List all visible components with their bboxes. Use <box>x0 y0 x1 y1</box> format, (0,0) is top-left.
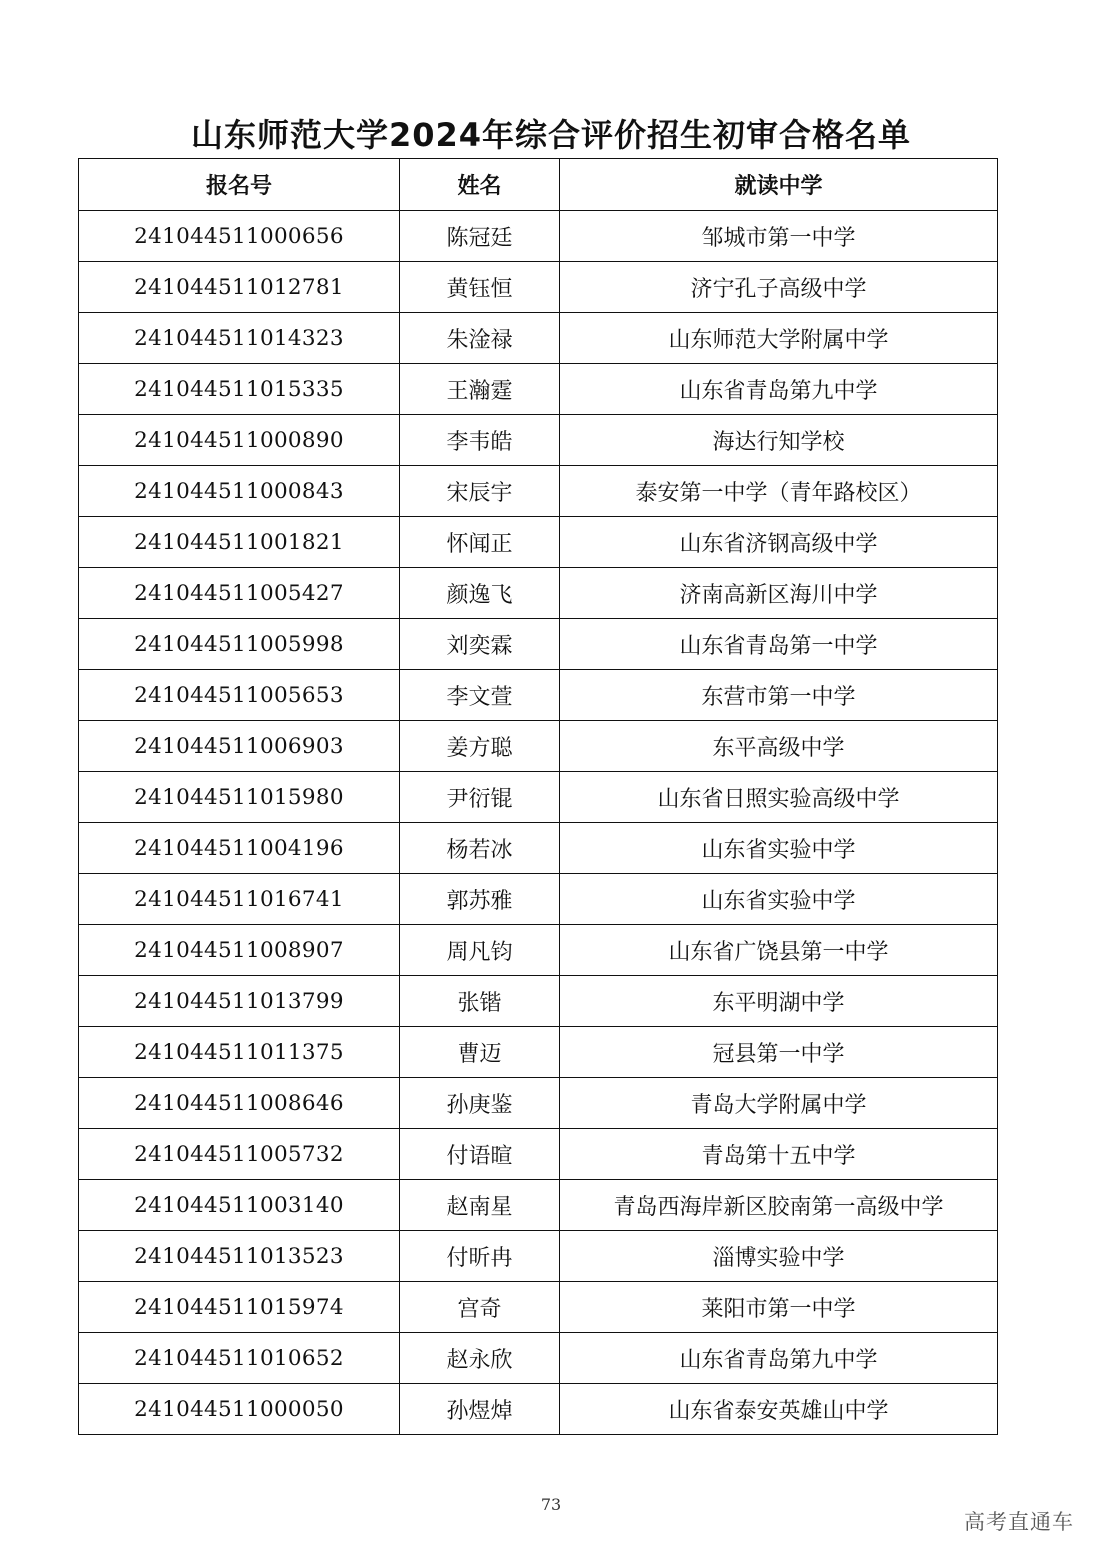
school-cell: 济南高新区海川中学 <box>560 568 998 619</box>
name-cell: 朱淦禄 <box>400 313 560 364</box>
table-body <box>79 211 998 1435</box>
registration-number-cell: 241044511015980 <box>79 772 400 823</box>
registration-number-cell: 241044511016741 <box>79 874 400 925</box>
school-cell: 山东省实验中学 <box>560 823 998 874</box>
table-row <box>79 1180 998 1231</box>
name-cell: 周凡钧 <box>400 925 560 976</box>
table-row <box>79 1384 998 1435</box>
registration-number-cell: 241044511013523 <box>79 1231 400 1282</box>
header-name: 姓名 <box>400 159 560 211</box>
school-cell: 山东省青岛第九中学 <box>560 1333 998 1384</box>
table-row <box>79 568 998 619</box>
name-cell: 刘奕霖 <box>400 619 560 670</box>
registration-number-cell: 241044511000890 <box>79 415 400 466</box>
name-cell: 陈冠廷 <box>400 211 560 262</box>
school-cell: 东平明湖中学 <box>560 976 998 1027</box>
table-row <box>79 721 998 772</box>
name-cell: 郭苏雅 <box>400 874 560 925</box>
school-cell: 东营市第一中学 <box>560 670 998 721</box>
name-cell: 付语暄 <box>400 1129 560 1180</box>
name-cell: 宋辰宇 <box>400 466 560 517</box>
document-title: 山东师范大学2024年综合评价招生初审合格名单 <box>190 116 912 154</box>
school-cell: 济宁孔子高级中学 <box>560 262 998 313</box>
name-cell: 赵南星 <box>400 1180 560 1231</box>
name-cell: 李文萱 <box>400 670 560 721</box>
table-row <box>79 976 998 1027</box>
registration-number-cell: 241044511006903 <box>79 721 400 772</box>
school-cell: 山东省日照实验高级中学 <box>560 772 998 823</box>
registration-number-cell: 241044511004196 <box>79 823 400 874</box>
name-cell: 黄钰恒 <box>400 262 560 313</box>
name-cell: 宫奇 <box>400 1282 560 1333</box>
registration-number-cell: 241044511008646 <box>79 1078 400 1129</box>
registration-number-cell: 241044511010652 <box>79 1333 400 1384</box>
school-cell: 青岛大学附属中学 <box>560 1078 998 1129</box>
name-cell: 王瀚霆 <box>400 364 560 415</box>
registration-number-cell: 241044511000843 <box>79 466 400 517</box>
table-row <box>79 925 998 976</box>
school-cell: 淄博实验中学 <box>560 1231 998 1282</box>
registration-number-cell: 241044511001821 <box>79 517 400 568</box>
school-cell: 山东省青岛第一中学 <box>560 619 998 670</box>
school-cell: 东平高级中学 <box>560 721 998 772</box>
name-cell: 李韦皓 <box>400 415 560 466</box>
name-cell: 孙庚鉴 <box>400 1078 560 1129</box>
school-cell: 山东省青岛第九中学 <box>560 364 998 415</box>
page-number: 73 <box>540 1495 562 1514</box>
school-cell: 山东省实验中学 <box>560 874 998 925</box>
name-cell: 曹迈 <box>400 1027 560 1078</box>
school-cell: 青岛西海岸新区胶南第一高级中学 <box>560 1180 998 1231</box>
name-cell: 怀闻正 <box>400 517 560 568</box>
registration-number-cell: 241044511015335 <box>79 364 400 415</box>
school-cell: 山东省广饶县第一中学 <box>560 925 998 976</box>
registration-number-cell: 241044511012781 <box>79 262 400 313</box>
school-cell: 青岛第十五中学 <box>560 1129 998 1180</box>
school-cell: 海达行知学校 <box>560 415 998 466</box>
table-row <box>79 364 998 415</box>
header-school: 就读中学 <box>560 159 998 211</box>
registration-number-cell: 241044511000050 <box>79 1384 400 1435</box>
name-cell: 张锴 <box>400 976 560 1027</box>
table-row <box>79 772 998 823</box>
table-row <box>79 517 998 568</box>
registration-number-cell: 241044511005998 <box>79 619 400 670</box>
school-cell: 山东省济钢高级中学 <box>560 517 998 568</box>
header-registration-number: 报名号 <box>79 159 400 211</box>
name-cell: 付昕冉 <box>400 1231 560 1282</box>
registration-number-cell: 241044511005427 <box>79 568 400 619</box>
table-row <box>79 313 998 364</box>
registration-number-cell: 241044511008907 <box>79 925 400 976</box>
table-row <box>79 262 998 313</box>
table-row <box>79 619 998 670</box>
name-cell: 赵永欣 <box>400 1333 560 1384</box>
registration-number-cell: 241044511000656 <box>79 211 400 262</box>
table-row <box>79 211 998 262</box>
table-row <box>79 1282 998 1333</box>
registration-number-cell: 241044511003140 <box>79 1180 400 1231</box>
table-row <box>79 670 998 721</box>
watermark: 高考直通车 <box>964 1510 1074 1534</box>
table-row <box>79 1027 998 1078</box>
registration-number-cell: 241044511014323 <box>79 313 400 364</box>
table-row <box>79 1078 998 1129</box>
table-row <box>79 1129 998 1180</box>
table-row <box>79 1333 998 1384</box>
table-row <box>79 415 998 466</box>
applicant-table <box>78 158 998 1435</box>
registration-number-cell: 241044511005653 <box>79 670 400 721</box>
registration-number-cell: 241044511013799 <box>79 976 400 1027</box>
school-cell: 山东省泰安英雄山中学 <box>560 1384 998 1435</box>
name-cell: 颜逸飞 <box>400 568 560 619</box>
school-cell: 冠县第一中学 <box>560 1027 998 1078</box>
name-cell: 杨若冰 <box>400 823 560 874</box>
school-cell: 山东师范大学附属中学 <box>560 313 998 364</box>
table-row <box>79 874 998 925</box>
table-row <box>79 1231 998 1282</box>
name-cell: 尹衍锟 <box>400 772 560 823</box>
table-row <box>79 466 998 517</box>
table-row <box>79 823 998 874</box>
table-header-row <box>79 159 998 211</box>
school-cell: 莱阳市第一中学 <box>560 1282 998 1333</box>
school-cell: 泰安第一中学（青年路校区） <box>560 466 998 517</box>
name-cell: 姜方聪 <box>400 721 560 772</box>
registration-number-cell: 241044511015974 <box>79 1282 400 1333</box>
school-cell: 邹城市第一中学 <box>560 211 998 262</box>
registration-number-cell: 241044511005732 <box>79 1129 400 1180</box>
registration-number-cell: 241044511011375 <box>79 1027 400 1078</box>
name-cell: 孙煜焯 <box>400 1384 560 1435</box>
